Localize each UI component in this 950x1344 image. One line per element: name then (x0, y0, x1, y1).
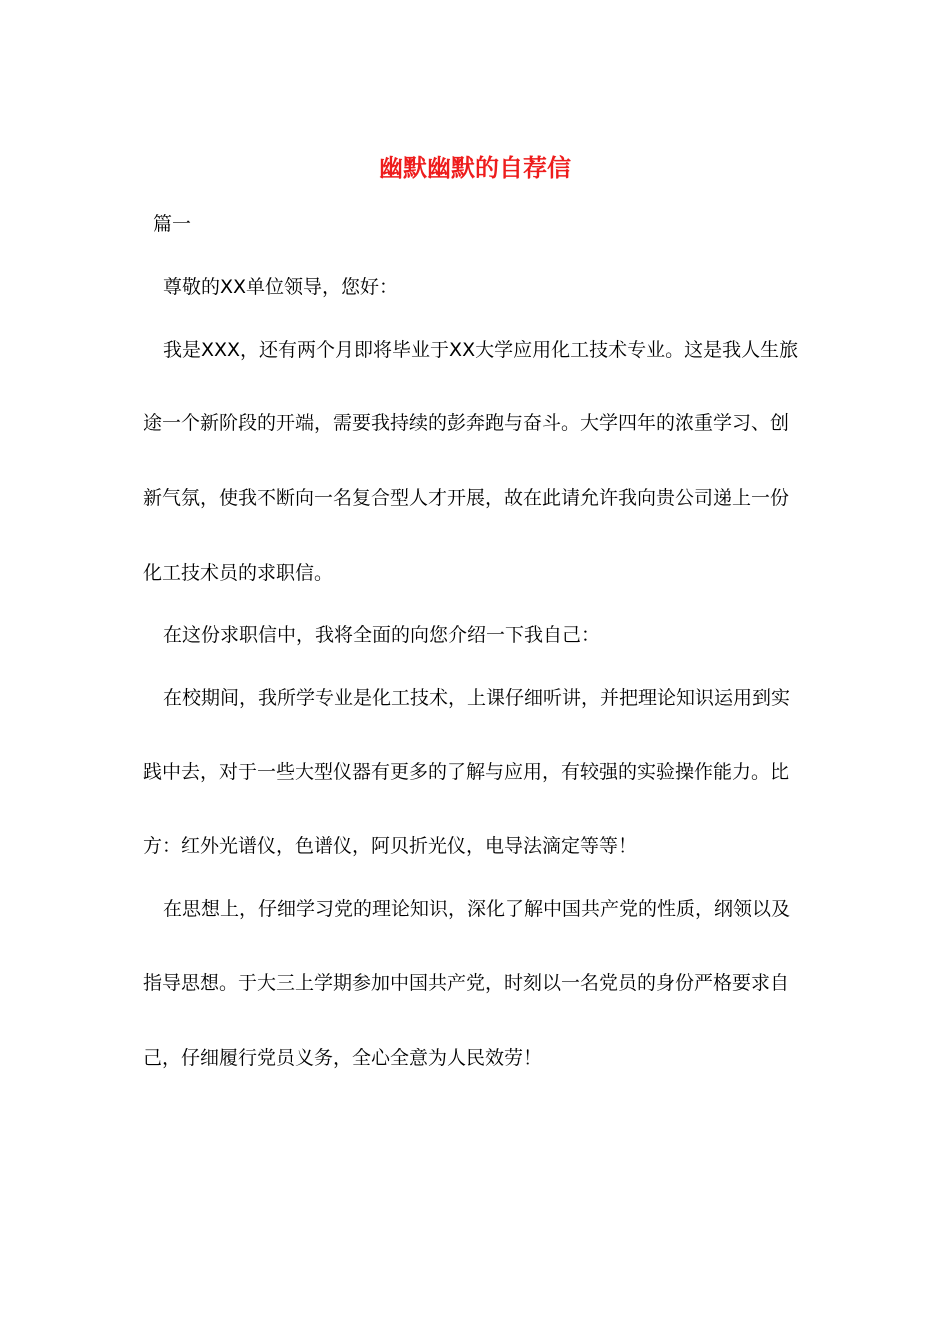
paragraph-line: 在这份求职信中，我将全面的向您介绍一下我自己： (163, 624, 601, 646)
paragraph-line: 途一个新阶段的开端，需要我持续的彭奔跑与奋斗。大学四年的浓重学习、创 (143, 412, 790, 434)
section-label: 篇一 (153, 213, 192, 235)
paragraph-line: 新气氛，使我不断向一名复合型人才开展，故在此请允许我向贵公司递上一份 (143, 487, 790, 509)
paragraph-line: 指导思想。于大三上学期参加中国共产党，时刻以一名党员的身份严格要求自 (143, 972, 790, 994)
paragraph-line: 己，仔细履行党员义务，全心全意为人民效劳！ (143, 1047, 543, 1069)
document-title: 幽默幽默的自荐信 (379, 154, 571, 182)
paragraph-line: 尊敬的XX单位领导，您好： (163, 276, 399, 298)
paragraph-line: 在校期间，我所学专业是化工技术，上课仔细听讲，并把理论知识运用到实 (163, 687, 791, 709)
paragraph-line: 我是XXX，还有两个月即将毕业于XX大学应用化工技术专业。这是我人生旅 (163, 339, 799, 361)
paragraph-line: 践中去，对于一些大型仪器有更多的了解与应用，有较强的实验操作能力。比 (143, 761, 790, 783)
paragraph-line: 在思想上，仔细学习党的理论知识，深化了解中国共产党的性质，纲领以及 (163, 898, 791, 920)
paragraph-line: 方：红外光谱仪，色谱仪，阿贝折光仪，电导法滴定等等！ (143, 835, 638, 857)
paragraph-line: 化工技术员的求职信。 (143, 562, 334, 584)
